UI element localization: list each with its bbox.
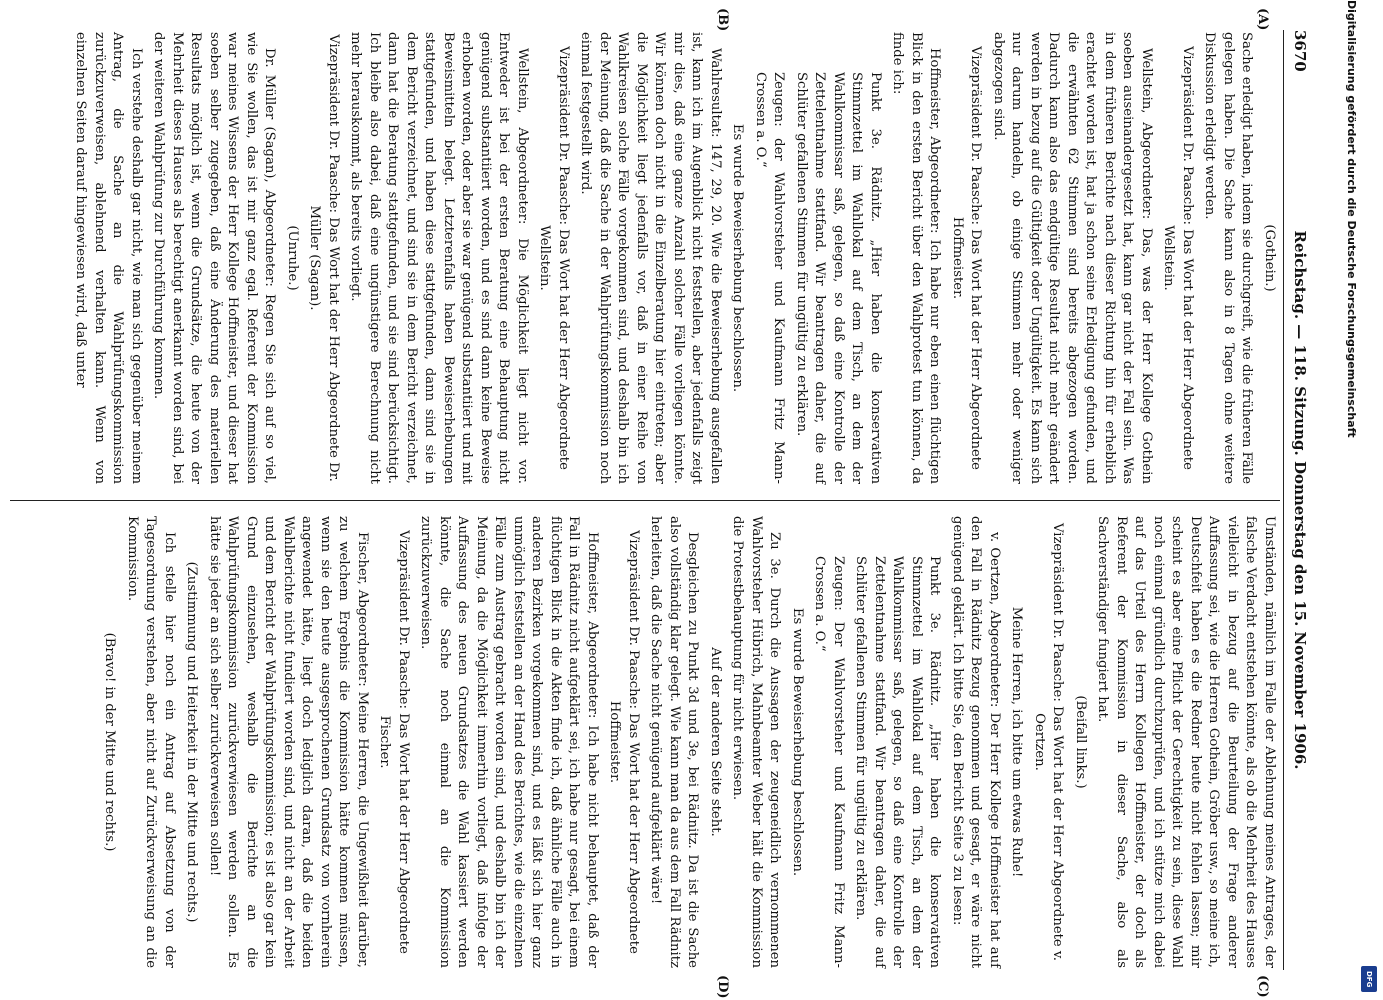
paragraph: Dr. Müller (Sagan), Abgeordneter: Regen Sie sich auf so viel, wie Sie wollen, das ist mir ganz egal. Referent der Kommission war meines Wissens der Herr Kollege Hoffmeister, und dieser hat soeben selber zugegeben, daß eine Änderung des materiellen Resultats möglich ist, wenn die Grundsätze, die heute von der Mehrheit dieses Hauses als berechtigt anerkannt worden sind, bei der weiteren Wahlprüfung zur Durchführung kommen. xyxy=(151,32,278,484)
paragraph: Auf der anderen Seite steht. xyxy=(708,647,723,837)
paragraph: Es wurde Beweiserhebung beschlossen. xyxy=(730,123,746,393)
digitization-credit: Digitalisierung gefördert durch die Deutsche Forschungsgemeinschaft xyxy=(1345,0,1358,438)
interjection: (Beifall links.) xyxy=(1073,695,1088,789)
quotation: Zeugen: Der Wahlvorsteher und Kaufmann Fritz Mann-Crossen a. O.“ xyxy=(812,556,846,968)
paragraph: Umständen, nämlich im Falle der Ablehnung meines Antrages, der falsche Verdacht entstehen könnte, als ob die Mehrheit des Hauses vielleicht in bezug auf die Beurteilung der Frage anderer Auffassung sei, wie die Herren Gothein, Gröber usw., so meine ich, Deutschfeit haben es die Redner heute nicht fehlen lassen; mir scheint es aber eine Pflicht der Gerechtigkeit zu sein, diese Wahl noch einmal gründlich durchzuprüfen, und ich stütze mich dabei auf das Urteil des Herrn Kollegen Hoffmeister, der doch als Referent der Kommission in dieser Sache, also als Sachverständiger fungiert hat. xyxy=(1095,516,1277,968)
paragraph: Ich verstehe deshalb gar nicht, wie man sich gegenüber meinem Antrag, die Sache an die Wahlprüfungskommission zurückzuverweisen, ablehnend verhalten kann. Wenn von einzelnen Seiten darauf hingewiesen wird, daß unter xyxy=(73,32,144,484)
chair-remark: Vizepräsident Dr. Paasche: Das Wort hat der Herr Abgeordnete Hoffmeister. xyxy=(607,530,641,954)
page-header xyxy=(1288,30,1312,970)
paragraph: Hoffmeister, Abgeordneter: Ich habe nicht behauptet, daß der Fall in Rädnitz nicht aufgeklärt sei, ich habe nur gesagt, bei einem flüchtigen Blick in die Akten finde ich, daß ähnliche Fälle auch in anderen Bezirken vorgekommen sind, und es läßt sich hier ganz unmöglich feststellen an der Hand des Berichtes, wie die einzelnen Fälle zum Austrag gebracht worden sind, und deshalb bin ich der Meinung, da die Möglichkeit immerhin vorliegt, daß infolge der Auffassung des neuen Grundsatzes die Wahl kassiert werden könnte, die Sache noch einmal an die Kommission zurückzuverweisen. xyxy=(418,516,600,968)
interjection: (Bravo! in der Mitte und rechts.) xyxy=(102,632,118,852)
paragraph: Sache erledigt haben, indem sie durchgreift, wie die früheren Fälle gelegen haben. Die Sache kann also in 8 Tagen ohne weitere Diskussion erledigt werden. xyxy=(1202,32,1255,484)
paragraph: Fischer, Abgeordneter: Meine Herren, die Ungewißheit darüber, zu welchem Ergebnis die Kommission hätte kommen müssen, wenn sie den heute ausgesprochenen Grundsatz von vornherein angewendet hätte, liegt doch lediglich daran, daß die beiden Wahlberichte nicht fundiert worden sind, und nicht an der Arbeit und dem Bericht der Wahlprüfungskommission; es ist also gar kein Grund einzusehen, weshalb die Berichte an die Wahlprüfungskommission zurückverwiesen werden sollen. Es hätte sie jeder an sich selber zurückverweisen sollen! xyxy=(207,516,370,968)
header-rule xyxy=(1283,30,1284,970)
paragraph: v. Oertzen, Abgeordneter: Der Herr Kollege Hoffmeister hat auf den Fall in Rädnitz Bezug genommen und gesagt, er wäre nicht genügend geklärt. Ich bitte Sie, den Bericht Seite 3 zu lesen: xyxy=(950,516,1002,968)
paragraph: Desgleichen zu Punkt 3d und 3e, bei Rädnitz. Da ist die Sache also vollständig klar gelegt. Wie kann man da aus dem Fall Rädnitz herleiten, daß die Sache nicht genügend aufgeklärt wäre! xyxy=(648,516,701,968)
quotation: Zeugen: der Wahlvorsteher und Kaufmann Fritz Mann-Crossen a. O.“ xyxy=(753,72,787,484)
margin-mark-c: (C) xyxy=(1255,975,1270,998)
paragraph: Wellstein, Abgeordneter: Die Möglichkeit liegt nicht vor. Entweder ist bei der ersten Beratung eine Behauptung nicht genügend substantiiert worden, und es sind dann keine Beweise erhoben worden, oder aber sie war genügend substantiiert und mit Beweismitteln belegt. Letzterenfalls haben Beweiserhebungen stattgefunden, und haben diese stattgefunden, dann sind sie in dem Bericht verzeichnet, und sind sie in dem Bericht verzeichnet, dann hat die Beratung stattgefunden, und sie sind berücksichtigt. Ich bleibe also dabei, daß eine ungünstigere Berechnung nicht mehr herauskommt, als bereits vorliegt. xyxy=(348,32,530,484)
interjection: (Zustimmung und Heiterkeit in der Mitte und rechts.) xyxy=(184,561,200,923)
chair-remark: Vizepräsident Dr. Paasche: Das Wort hat der Herr Abgeordnete Fischer. xyxy=(377,530,411,954)
paragraph: Es wurde Beweiserhebung beschlossen. xyxy=(790,607,805,877)
paragraph: Wellstein, Abgeordneter: Das, was der Herr Kollege Gothein soeben auseinandergesetzt hat, kann gar nicht der Fall sein. Was in dem früheren Berichte nach dieser Richtung hin für erheblich erachtet worden ist, hat ja schon seine Erledigung gefunden, und die erwähnten 62 Stimmen sind bereits abgezogen worden. Dadurch kann also das endgültige Resultat nicht mehr geändert werden in bezug auf die Gültigkeit oder Ungültigkeit. Es kann sich nur darum handeln, ob einige Stimmen mehr oder weniger abgezogen sind. xyxy=(991,32,1154,484)
paragraph: Wahlresultat: 147, 29, 20. Wie die Beweiserhebung ausgefallen ist, kann ich im Augenblick nicht feststellen, aber jedenfalls zeigt mir dies, daß eine ganze Anzahl solcher Fälle vorliegen könnte. Wir können doch nicht in die Einzelberatung hier eintreten; aber die Möglichkeit liegt jedenfalls vor, daß in einer Reihe von Wahlkreisen solche Fälle vorgekommen sind, und deshalb bin ich der Meinung, daß die Sache in der Wahlprüfungskommission noch einmal festgestellt wird. xyxy=(578,32,723,484)
page-number: 3670 xyxy=(1291,30,1309,72)
paragraph: Zu 3e. Durch die Aussagen der zeugeneidlich vernommenen Wahlvorsteher Hübrich, Mahnbeamter Weber hält die Kommission die Protestbehauptung für nicht erwiesen. xyxy=(730,516,783,968)
margin-mark-b: (B) xyxy=(715,8,730,32)
quotation: Punkt 3e. Rädnitz. „Hier haben die konservativen Stimmzettel im Wahllokal auf dem Tisch, an dem der Wahlkommissar saß, gelegen, so daß eine Kontrolle der Zettelentnahme stattfand. Wir beantragen daher, die auf Schlüter gefallenen Stimmen für ungültig zu erklären. xyxy=(853,556,943,968)
dfg-logo: DFG xyxy=(1361,966,1377,992)
paragraph: Ich stelle hier noch ein Antrag auf Absetzung von der Tagesordnung verstehen, aber nicht auf Zurückverweisung an die Kommission. xyxy=(125,516,177,968)
column-divider xyxy=(10,500,1280,501)
quotation: Punkt 3e. Rädnitz. „Hier haben die konservativen Stimmzettel im Wahllokal auf dem Tisch, an dem der Wahlkommissar saß, gelegen, so daß eine Kontrolle der Zettelentnahme stattfand. Wir beantragen daher, die auf Schlüter gefallenen Stimmen für ungültig zu erklären. xyxy=(794,72,883,484)
chair-remark: Vizepräsident Dr. Paasche: Das Wort hat der Herr Abgeordnete Hoffmeister. xyxy=(950,46,984,470)
left-column xyxy=(8,32,1278,484)
margin-mark-d: (D) xyxy=(715,975,730,999)
page-title: Reichstag. — 118. Sitzung. Donnerstag den 15. November 1906. xyxy=(1291,230,1309,770)
paragraph: Hoffmeister, Abgeordneter: Ich habe nur eben einen flüchtigen Blick in den ersten Bericht über den Wahlprotest tun können, da finde ich: xyxy=(890,32,943,484)
interjection: (Unruhe.) xyxy=(285,225,300,291)
chair-remark: Meine Herren, ich bitte um etwas Ruhe! xyxy=(1009,606,1025,878)
margin-mark-a: (A) xyxy=(1255,8,1270,31)
right-column xyxy=(8,516,1278,968)
chair-remark: Vizepräsident Dr. Paasche: Das Wort hat der Herr Abgeordnete Wellstein. xyxy=(1161,46,1195,470)
chair-remark: Vizepräsident Dr. Paasche: Das Wort hat der Herr Abgeordnete v. Oertzen. xyxy=(1032,522,1066,962)
speaker-context: (Gothein.) xyxy=(1262,224,1277,292)
chair-remark: Vizepräsident Dr. Paasche: Das Wort hat der Herr Abgeordnete Dr. Müller (Sagan). xyxy=(307,34,341,482)
chair-remark: Vizepräsident Dr. Paasche: Das Wort hat der Herr Abgeordnete Wellstein. xyxy=(537,46,571,470)
